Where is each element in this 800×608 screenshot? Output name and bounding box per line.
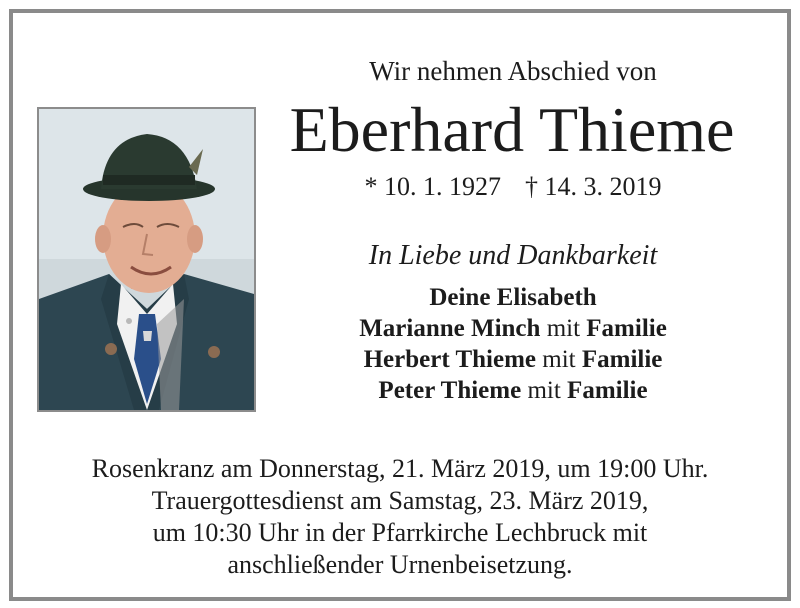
mourner-name: Peter Thieme [378, 377, 522, 404]
mourner-suffix: Familie [567, 377, 648, 404]
mourner-suffix: Familie [586, 315, 667, 342]
mourner-connector: mit [536, 346, 582, 373]
mourner-line [268, 344, 758, 375]
service-line: um 10:30 Uhr in der Pfarrkirche Lechbruck mit [152, 518, 648, 547]
mourner-name: Marianne Minch [359, 315, 541, 342]
mourner-connector: mit [521, 377, 568, 404]
birth-date: * 10. 1. 1927 [364, 172, 501, 201]
dedication-text: In Liebe und Dankbarkeit [368, 240, 658, 271]
service-line: Rosenkranz am Donnerstag, 21. März 2019, um 19:00 Uhr. [91, 454, 709, 483]
mourners-list [268, 282, 758, 406]
mourner-line [268, 313, 758, 344]
mourner-suffix: Familie [581, 346, 663, 373]
deceased-name: Eberhard Thieme [289, 94, 735, 165]
life-dates [268, 170, 758, 204]
mourner-name: Herbert Thieme [363, 346, 537, 373]
mourner-connector: mit [540, 315, 587, 342]
mourner-name: Deine Elisabeth [429, 284, 597, 311]
intro-text: Wir nehmen Abschied von [369, 56, 657, 86]
death-date: † 14. 3. 2019 [525, 172, 662, 201]
portrait-illustration [39, 109, 254, 410]
portrait-photo [37, 107, 256, 412]
service-line: Trauergottesdienst am Samstag, 23. März 2019, [151, 486, 649, 515]
mourner-line [268, 375, 758, 406]
service-line: anschließender Urnenbeisetzung. [227, 550, 573, 579]
service-details [18, 453, 782, 581]
mourner-line [268, 282, 758, 313]
